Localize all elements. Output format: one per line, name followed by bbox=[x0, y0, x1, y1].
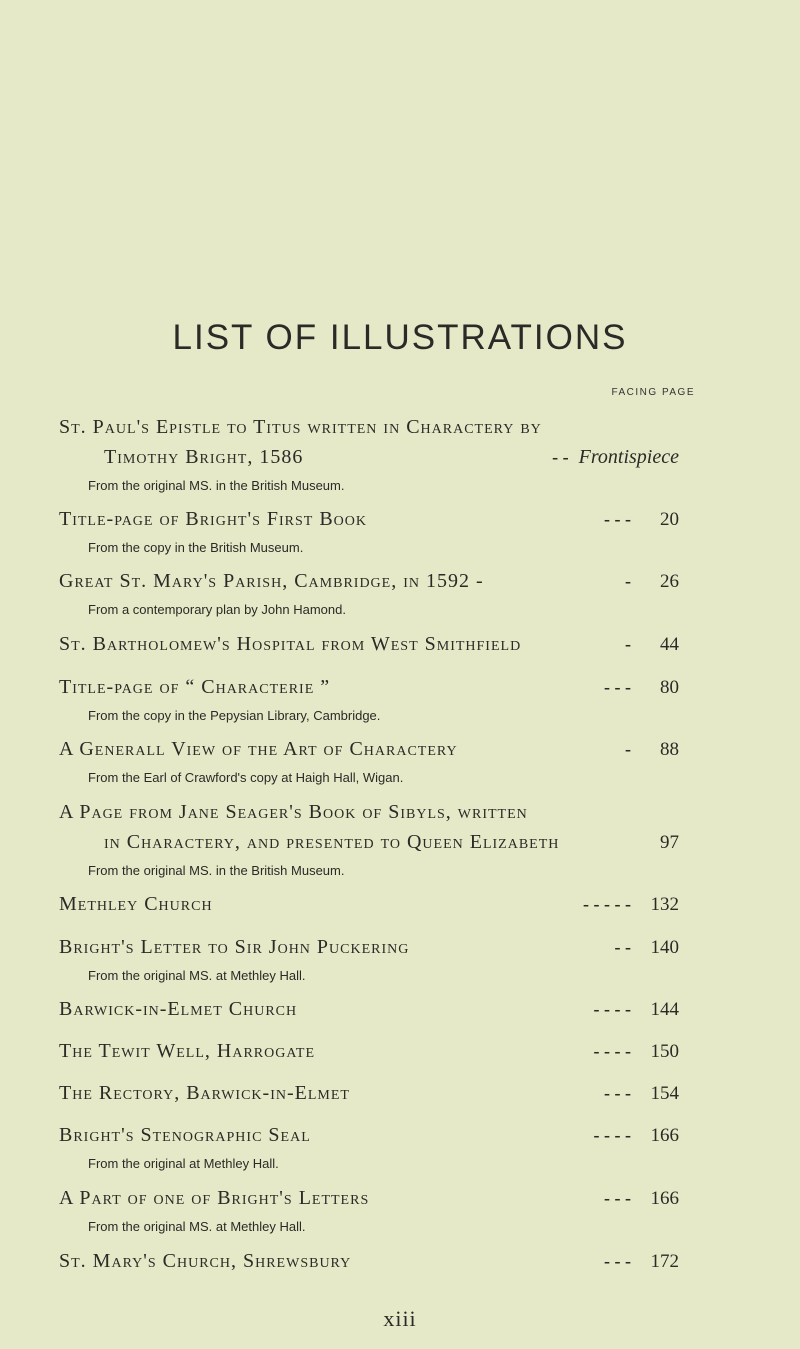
leader-dashes: - - - bbox=[604, 1188, 631, 1208]
leader-dashes: - bbox=[625, 739, 631, 759]
entry-title-line bbox=[59, 1185, 679, 1211]
leader-dashes: - - - - bbox=[593, 1041, 631, 1061]
entry-title: Bright's Stenographic Seal bbox=[59, 1124, 311, 1146]
leader-dashes: - - - - bbox=[593, 999, 631, 1019]
page-number: 166 bbox=[650, 1125, 679, 1146]
leader-dashes: - - - bbox=[604, 677, 631, 697]
leader-dashes: - bbox=[625, 571, 631, 591]
leader-dashes: - bbox=[625, 634, 631, 654]
entry-title: Title-page of Bright's First Book bbox=[59, 508, 367, 530]
entry-title: St. Bartholomew's Hospital from West Smithfield bbox=[59, 633, 522, 655]
entry-title-line bbox=[59, 934, 679, 960]
page-number: 140 bbox=[650, 937, 679, 958]
entry-title: A Page from Jane Seager's Book of Sibyls, written bbox=[59, 801, 528, 823]
entry-title-line bbox=[59, 736, 679, 762]
page-number: 132 bbox=[650, 894, 679, 915]
entry-title-line bbox=[59, 506, 679, 532]
page-number: 44 bbox=[660, 634, 679, 655]
entry-title-line bbox=[59, 1248, 679, 1274]
entry-title-line bbox=[59, 414, 679, 440]
page-number: 26 bbox=[660, 571, 679, 592]
page-number: 88 bbox=[660, 739, 679, 760]
entry-source: From the original MS. in the British Museum. bbox=[88, 478, 345, 493]
leader-dashes: - - - bbox=[604, 1083, 631, 1103]
entry-title-line bbox=[59, 568, 679, 594]
entry-title: The Tewit Well, Harrogate bbox=[59, 1040, 315, 1062]
entry-title-line bbox=[59, 1080, 679, 1106]
page-number: 150 bbox=[650, 1041, 679, 1062]
entry-title: Barwick-in-Elmet Church bbox=[59, 998, 298, 1020]
entry-title-line bbox=[59, 799, 679, 825]
leader-dashes: - - - - bbox=[593, 1125, 631, 1145]
entry-source: From the original at Methley Hall. bbox=[88, 1156, 279, 1171]
entry-title-line bbox=[104, 829, 679, 855]
page-number: 20 bbox=[660, 509, 679, 530]
entry-title: St. Mary's Church, Shrewsbury bbox=[59, 1250, 352, 1272]
entry-title: A Part of one of Bright's Letters bbox=[59, 1187, 370, 1209]
entry-title: Methley Church bbox=[59, 893, 213, 915]
leader-dashes: - - bbox=[552, 447, 569, 467]
page-number: 80 bbox=[660, 677, 679, 698]
leader-dashes: - - - - - bbox=[583, 894, 631, 914]
page-number: 154 bbox=[650, 1083, 679, 1104]
entry-source: From the Earl of Crawford's copy at Haigh Hall, Wigan. bbox=[88, 770, 404, 785]
page-number: Frontispiece bbox=[578, 446, 679, 468]
entry-title: St. Paul's Epistle to Titus written in Charactery by bbox=[59, 416, 542, 438]
page-number: 166 bbox=[650, 1188, 679, 1209]
entry-source: From the copy in the Pepysian Library, Cambridge. bbox=[88, 708, 381, 723]
entry-source: From the original MS. in the British Museum. bbox=[88, 863, 345, 878]
entry-title-line bbox=[59, 996, 679, 1022]
leader-dashes: - - bbox=[614, 937, 631, 957]
facing-page-label: FACING PAGE bbox=[611, 387, 695, 398]
entry-source: From the original MS. at Methley Hall. bbox=[88, 1219, 306, 1234]
entry-title: Timothy Bright, 1586 bbox=[104, 446, 304, 468]
leader-dashes: - - - bbox=[604, 1251, 631, 1271]
entry-title-line bbox=[59, 891, 679, 917]
entry-title: Title-page of “ Characterie ” bbox=[59, 676, 331, 698]
entry-title-line bbox=[59, 631, 679, 657]
entry-source: From the copy in the British Museum. bbox=[88, 540, 304, 555]
entry-title-line bbox=[59, 1038, 679, 1064]
leader-dashes: - - - bbox=[604, 509, 631, 529]
entry-source: From the original MS. at Methley Hall. bbox=[88, 968, 306, 983]
entry-source: From a contemporary plan by John Hamond. bbox=[88, 602, 346, 617]
entry-title: Great St. Mary's Parish, Cambridge, in 1592 - bbox=[59, 570, 484, 592]
entry-title: Bright's Letter to Sir John Puckering bbox=[59, 936, 410, 958]
entry-title-line bbox=[59, 674, 679, 700]
page-number: 172 bbox=[650, 1251, 679, 1272]
page-title: LIST OF ILLUSTRATIONS bbox=[172, 318, 628, 357]
page-number: 144 bbox=[650, 999, 679, 1020]
page-number: 97 bbox=[660, 832, 679, 853]
entry-title: in Charactery, and presented to Queen Elizabeth bbox=[104, 831, 560, 853]
entry-title: A Generall View of the Art of Charactery bbox=[59, 738, 458, 760]
entry-title-line bbox=[59, 1122, 679, 1148]
page-folio: xiii bbox=[383, 1306, 417, 1331]
entry-title-line bbox=[104, 444, 679, 470]
entry-title: The Rectory, Barwick-in-Elmet bbox=[59, 1082, 350, 1104]
